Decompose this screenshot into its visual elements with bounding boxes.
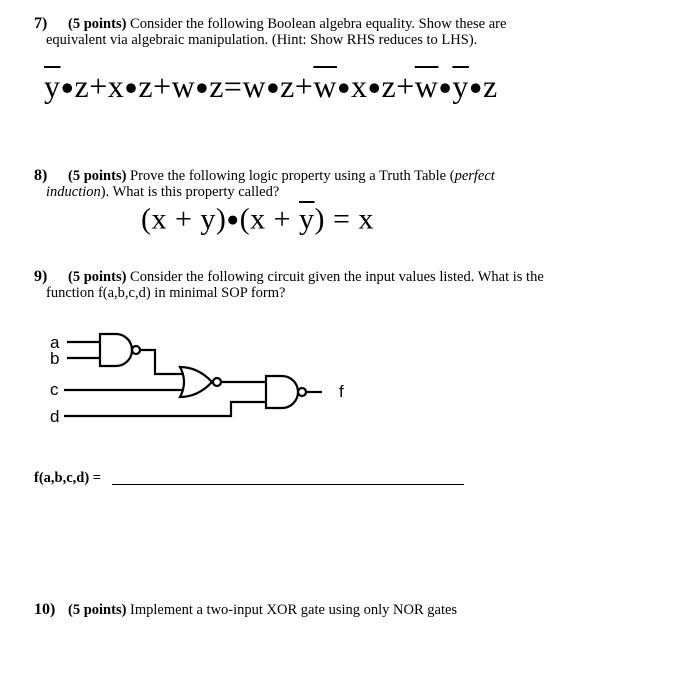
input-label-c: c [50,380,59,399]
input-label-a: a [50,333,60,352]
nand-gate-1 [100,334,132,366]
wire-d [64,402,266,416]
inversion-bubble-2 [213,378,221,386]
nor-gate [180,367,212,397]
italic-text: perfect [454,168,495,184]
question-text: Prove the following logic property using a Truth Table ( [126,168,455,184]
italic-text: induction [46,184,101,200]
wire-nand-to-nor [140,350,184,374]
question-text: Consider the following circuit given the input values listed. What is the [126,269,544,285]
question-7-text-cont: equivalent via algebraic manipulation. (Hint: Show RHS reduces to LHS). [46,32,478,48]
answer-blank-line[interactable] [112,484,464,485]
output-label-f: f [339,382,344,401]
boolean-equation-8: (x + y)●(x + $\overline{y}) = x$ [141,202,374,236]
question-text: Implement a two-input XOR gate using only NOR gates [126,602,458,618]
question-number: 9) [34,268,48,285]
input-label-d: d [50,407,60,426]
answer-label: f(a,b,c,d) = [34,470,102,486]
points: (5 points) [68,269,127,285]
inversion-bubble-3 [298,388,306,396]
input-label-b: b [50,349,60,368]
question-text: ). What is this property called? [100,184,280,200]
question-9-text-cont: function f(a,b,c,d) in minimal SOP form? [46,285,286,301]
boolean-equation-7: $\overline{y}●z+x●z+w●z=w●z+\overline{w}●x●z+\overline{w}●\overline{y}●z$ [44,68,498,104]
nand-gate-2 [266,376,298,408]
points: (5 points) [68,16,127,32]
points: (5 points) [68,602,127,618]
points: (5 points) [68,168,127,184]
question-10-header [34,601,457,619]
question-number: 10) [34,601,56,618]
question-text: Consider the following Boolean algebra equality. Show these are [126,16,507,32]
question-number: 8) [34,167,48,184]
question-number: 7) [34,15,48,32]
inversion-bubble-1 [132,346,140,354]
